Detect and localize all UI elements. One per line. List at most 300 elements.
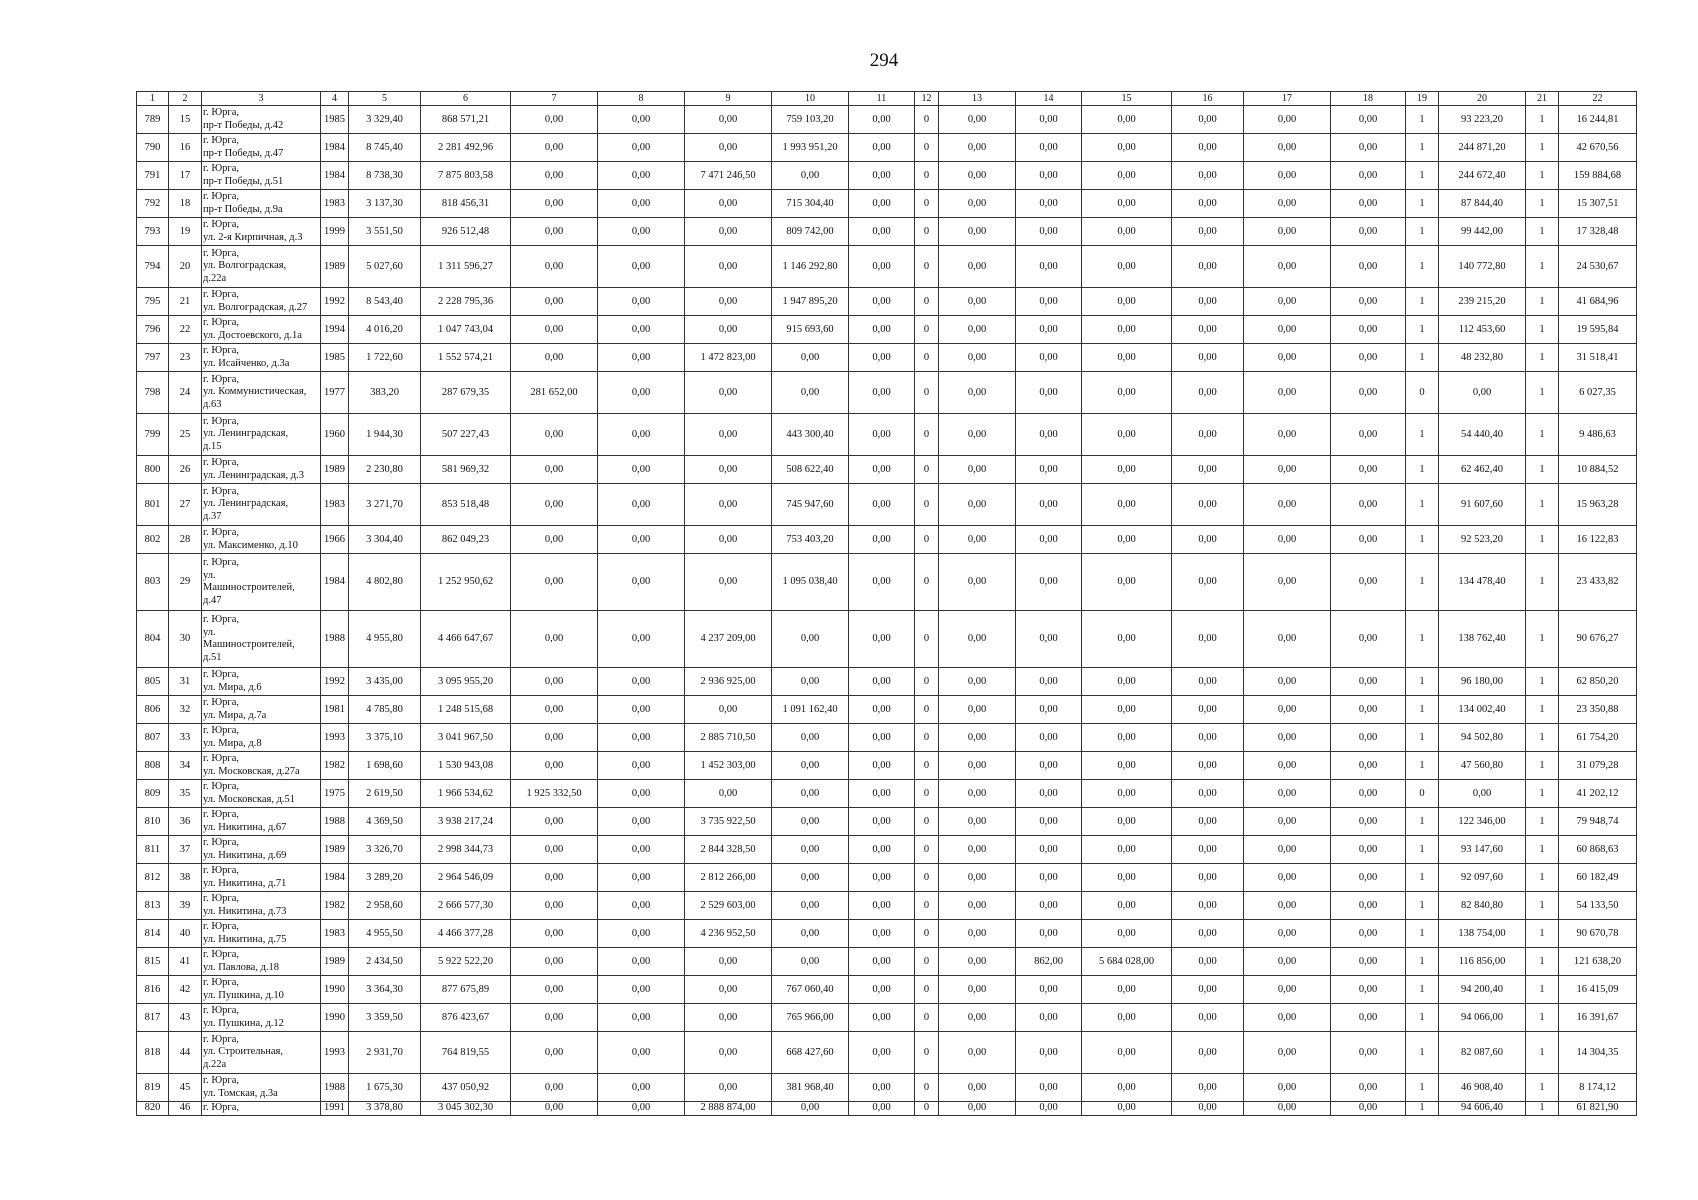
table-cell: 0,00 — [1244, 526, 1331, 554]
table-row — [137, 414, 1637, 456]
table-cell: 1 — [1406, 976, 1439, 1004]
table-cell: 804 — [137, 611, 169, 668]
table-cell: 0,00 — [685, 134, 772, 162]
table-cell: 0 — [915, 808, 939, 836]
table-cell: 54 440,40 — [1439, 414, 1526, 456]
table-cell: 1 947 895,20 — [772, 288, 849, 316]
table-cell: 0,00 — [1172, 554, 1244, 611]
table-cell: 0,00 — [1016, 920, 1082, 948]
table-cell: 792 — [137, 190, 169, 218]
table-cell: 0,00 — [685, 554, 772, 611]
table-cell: 0,00 — [1082, 414, 1172, 456]
table-cell: 0,00 — [939, 414, 1016, 456]
table-cell: 0,00 — [1172, 780, 1244, 808]
table-cell: 0,00 — [772, 372, 849, 414]
table-cell: 0,00 — [685, 948, 772, 976]
table-cell: 0,00 — [598, 246, 685, 288]
address-line: ул. Никитина, д.69 — [203, 849, 287, 861]
table-cell: 0,00 — [1016, 752, 1082, 780]
table-cell: 0,00 — [772, 162, 849, 190]
table-cell: 1 — [1526, 668, 1559, 696]
table-cell: 0,00 — [1082, 456, 1172, 484]
table-cell: 4 016,20 — [349, 316, 421, 344]
table-cell: 0 — [915, 836, 939, 864]
address-line: ул. Пушкина, д.12 — [203, 1017, 284, 1029]
table-cell: 0,00 — [1082, 1102, 1172, 1116]
table-row — [137, 554, 1637, 611]
table-cell: 0,00 — [511, 484, 598, 526]
table-cell: 0,00 — [1331, 752, 1406, 780]
table-cell: 791 — [137, 162, 169, 190]
table-cell: 244 871,20 — [1439, 134, 1526, 162]
table-row — [137, 106, 1637, 134]
table-cell: 0,00 — [511, 414, 598, 456]
table-cell: 0,00 — [1172, 920, 1244, 948]
table-cell: 2 936 925,00 — [685, 668, 772, 696]
address-cell — [202, 864, 321, 892]
column-number-cell: 11 — [849, 92, 915, 106]
table-cell: 797 — [137, 344, 169, 372]
table-cell: 1 — [1406, 218, 1439, 246]
table-cell: 3 095 955,20 — [421, 668, 511, 696]
table-cell: 811 — [137, 836, 169, 864]
table-cell: 91 607,60 — [1439, 484, 1526, 526]
table-cell: 1 — [1526, 106, 1559, 134]
table-cell: 47 560,80 — [1439, 752, 1526, 780]
table-cell: 23 350,88 — [1559, 696, 1637, 724]
table-cell: 1 — [1406, 162, 1439, 190]
table-cell: 17 — [169, 162, 202, 190]
table-cell: 0,00 — [511, 668, 598, 696]
table-cell: 79 948,74 — [1559, 808, 1637, 836]
table-cell: 244 672,40 — [1439, 162, 1526, 190]
table-cell: 1 — [1406, 892, 1439, 920]
address-line: г. Юрга, — [203, 373, 240, 385]
table-cell: 1 — [1526, 836, 1559, 864]
address-line: г. Юрга, — [203, 557, 240, 568]
address-cell — [202, 1102, 321, 1116]
table-cell: 0,00 — [1244, 724, 1331, 752]
table-cell: 0,00 — [849, 1004, 915, 1032]
table-cell: 4 369,50 — [349, 808, 421, 836]
table-cell: 0,00 — [1082, 976, 1172, 1004]
table-cell: 0,00 — [1244, 780, 1331, 808]
table-cell: 0,00 — [1331, 920, 1406, 948]
address-line: г. Юрга, — [203, 163, 240, 174]
address-line: г. Юрга, — [203, 485, 240, 497]
table-cell: 0,00 — [511, 836, 598, 864]
table-cell: 3 364,30 — [349, 976, 421, 1004]
table-cell: 0,00 — [1172, 246, 1244, 288]
table-cell: 8 745,40 — [349, 134, 421, 162]
table-cell: 0,00 — [1172, 190, 1244, 218]
table-cell: 0,00 — [849, 1102, 915, 1116]
table-cell: 0,00 — [849, 456, 915, 484]
table-cell: 0,00 — [1331, 1032, 1406, 1074]
table-cell: 0,00 — [1244, 892, 1331, 920]
table-cell: 1977 — [321, 372, 349, 414]
table-cell: 2 844 328,50 — [685, 836, 772, 864]
table-cell: 0,00 — [598, 456, 685, 484]
table-cell: 112 453,60 — [1439, 316, 1526, 344]
table-cell: 4 955,50 — [349, 920, 421, 948]
table-cell: 0,00 — [685, 316, 772, 344]
table-cell: 0,00 — [1016, 134, 1082, 162]
table-cell: 0,00 — [1016, 162, 1082, 190]
table-cell: 0,00 — [685, 976, 772, 1004]
table-cell: 0,00 — [939, 372, 1016, 414]
table-cell: 1 — [1406, 414, 1439, 456]
table-cell: 0,00 — [1172, 976, 1244, 1004]
table-cell: 926 512,48 — [421, 218, 511, 246]
table-cell: 795 — [137, 288, 169, 316]
table-cell: 1 530 943,08 — [421, 752, 511, 780]
table-cell: 1 — [1526, 752, 1559, 780]
table-cell: 0 — [915, 1032, 939, 1074]
address-line: д.37 — [203, 510, 222, 522]
table-cell: 0,00 — [1244, 752, 1331, 780]
address-line: г. Юрга, — [203, 527, 240, 538]
table-cell: 0 — [915, 288, 939, 316]
table-cell: 0,00 — [511, 1074, 598, 1102]
table-cell: 0 — [915, 892, 939, 920]
table-cell: 1 — [1526, 162, 1559, 190]
table-cell: 0,00 — [685, 456, 772, 484]
table-cell: 1983 — [321, 920, 349, 948]
table-cell: 0,00 — [939, 864, 1016, 892]
table-cell: 876 423,67 — [421, 1004, 511, 1032]
address-line: ул. Мира, д.6 — [203, 681, 262, 693]
table-cell: 41 — [169, 948, 202, 976]
table-cell: 0 — [915, 456, 939, 484]
table-cell: 0,00 — [685, 106, 772, 134]
table-cell: 0,00 — [849, 344, 915, 372]
table-cell: 0,00 — [1082, 218, 1172, 246]
table-cell: 1989 — [321, 456, 349, 484]
table-cell: 287 679,35 — [421, 372, 511, 414]
table-cell: 0 — [915, 414, 939, 456]
column-number-cell: 6 — [421, 92, 511, 106]
table-cell: 0,00 — [1172, 696, 1244, 724]
table-cell: 87 844,40 — [1439, 190, 1526, 218]
table-cell: 0,00 — [598, 1074, 685, 1102]
table-cell: 26 — [169, 456, 202, 484]
table-cell: 0,00 — [1172, 162, 1244, 190]
table-cell: 54 133,50 — [1559, 892, 1637, 920]
table-cell: 0 — [915, 1074, 939, 1102]
table-cell: 140 772,80 — [1439, 246, 1526, 288]
table-cell: 1988 — [321, 808, 349, 836]
table-cell: 0,00 — [685, 1032, 772, 1074]
address-line: ул. Томская, д.3а — [203, 1087, 278, 1099]
address-line: г. Юрга, — [203, 669, 240, 680]
table-cell: 915 693,60 — [772, 316, 849, 344]
table-cell: 0,00 — [1331, 836, 1406, 864]
table-cell: 0,00 — [511, 724, 598, 752]
table-cell: 3 375,10 — [349, 724, 421, 752]
address-line: ул. Достоевского, д.1а — [203, 329, 302, 341]
table-cell: 0,00 — [849, 372, 915, 414]
table-cell: 0,00 — [598, 696, 685, 724]
table-cell: 0,00 — [511, 1004, 598, 1032]
table-cell: 0,00 — [1244, 1074, 1331, 1102]
table-cell: 0,00 — [685, 414, 772, 456]
table-cell: 0,00 — [1331, 892, 1406, 920]
table-cell: 1 — [1526, 190, 1559, 218]
table-cell: 20 — [169, 246, 202, 288]
table-cell: 1975 — [321, 780, 349, 808]
table-cell: 1 — [1406, 948, 1439, 976]
table-cell: 806 — [137, 696, 169, 724]
address-line: г. Юрга, — [203, 753, 240, 764]
table-cell: 437 050,92 — [421, 1074, 511, 1102]
table-cell: 0,00 — [1082, 780, 1172, 808]
table-cell: 1 — [1526, 1032, 1559, 1074]
address-cell — [202, 1032, 321, 1074]
column-number-cell: 2 — [169, 92, 202, 106]
table-cell: 0,00 — [598, 134, 685, 162]
table-cell: 38 — [169, 864, 202, 892]
table-cell: 0,00 — [685, 484, 772, 526]
register-table-container — [136, 91, 1637, 1116]
table-cell: 0 — [915, 976, 939, 1004]
table-cell: 0,00 — [939, 526, 1016, 554]
table-cell: 0 — [915, 780, 939, 808]
table-cell: 0,00 — [1331, 288, 1406, 316]
table-cell: 46 — [169, 1102, 202, 1116]
table-cell: 0 — [915, 724, 939, 752]
table-cell: 0,00 — [1082, 611, 1172, 668]
table-cell: 7 471 246,50 — [685, 162, 772, 190]
address-cell — [202, 106, 321, 134]
table-cell: 14 304,35 — [1559, 1032, 1637, 1074]
table-cell: 0,00 — [598, 554, 685, 611]
table-cell: 24 530,67 — [1559, 246, 1637, 288]
table-cell: 1 — [1526, 246, 1559, 288]
table-cell: 383,20 — [349, 372, 421, 414]
table-cell: 0,00 — [939, 344, 1016, 372]
table-cell: 0,00 — [1331, 554, 1406, 611]
table-cell: 1 472 823,00 — [685, 344, 772, 372]
table-row — [137, 948, 1637, 976]
table-cell: 0,00 — [598, 611, 685, 668]
table-cell: 820 — [137, 1102, 169, 1116]
address-line: г. Юрга, — [203, 949, 240, 960]
table-cell: 30 — [169, 611, 202, 668]
table-cell: 3 359,50 — [349, 1004, 421, 1032]
table-cell: 0 — [915, 554, 939, 611]
table-row — [137, 808, 1637, 836]
table-cell: 0,00 — [849, 134, 915, 162]
table-cell: 0,00 — [1244, 920, 1331, 948]
table-cell: 0,00 — [939, 724, 1016, 752]
address-cell — [202, 344, 321, 372]
table-cell: 0,00 — [939, 162, 1016, 190]
table-cell: 0,00 — [1244, 976, 1331, 1004]
table-cell: 1985 — [321, 344, 349, 372]
table-cell: 0,00 — [511, 920, 598, 948]
table-cell: 3 735 922,50 — [685, 808, 772, 836]
table-cell: 62 462,40 — [1439, 456, 1526, 484]
table-cell: 1 — [1406, 456, 1439, 484]
table-cell: 0,00 — [1016, 414, 1082, 456]
address-cell — [202, 414, 321, 456]
table-cell: 809 — [137, 780, 169, 808]
table-cell: 0,00 — [511, 696, 598, 724]
table-cell: 862 049,23 — [421, 526, 511, 554]
table-cell: 0,00 — [1244, 372, 1331, 414]
table-cell: 121 638,20 — [1559, 948, 1637, 976]
address-cell — [202, 484, 321, 526]
table-cell: 0,00 — [1016, 106, 1082, 134]
table-row — [137, 1032, 1637, 1074]
table-cell: 807 — [137, 724, 169, 752]
table-cell: 1992 — [321, 668, 349, 696]
address-line: пр-т Победы, д.47 — [203, 147, 284, 159]
table-cell: 1 — [1406, 288, 1439, 316]
table-cell: 1981 — [321, 696, 349, 724]
table-cell: 15 963,28 — [1559, 484, 1637, 526]
table-cell: 0,00 — [1172, 864, 1244, 892]
table-cell: 0,00 — [1331, 1074, 1406, 1102]
table-cell: 794 — [137, 246, 169, 288]
table-cell: 1 — [1406, 1102, 1439, 1116]
table-cell: 0 — [1406, 780, 1439, 808]
table-cell: 27 — [169, 484, 202, 526]
table-cell: 0,00 — [1244, 1004, 1331, 1032]
table-cell: 60 868,63 — [1559, 836, 1637, 864]
address-line: д.51 — [203, 651, 222, 663]
address-cell — [202, 668, 321, 696]
table-cell: 0,00 — [939, 948, 1016, 976]
table-cell: 816 — [137, 976, 169, 1004]
table-cell: 0,00 — [939, 554, 1016, 611]
table-cell: 4 955,80 — [349, 611, 421, 668]
table-cell: 0,00 — [849, 668, 915, 696]
table-cell: 0,00 — [772, 892, 849, 920]
table-cell: 3 435,00 — [349, 668, 421, 696]
address-line: ул. Никитина, д.71 — [203, 877, 287, 889]
table-row — [137, 668, 1637, 696]
table-cell: 0,00 — [1082, 484, 1172, 526]
table-cell: 6 027,35 — [1559, 372, 1637, 414]
table-cell: 0,00 — [939, 106, 1016, 134]
table-cell: 0,00 — [1082, 808, 1172, 836]
table-cell: 0,00 — [1244, 414, 1331, 456]
table-cell: 1 — [1526, 611, 1559, 668]
table-cell: 0,00 — [1082, 696, 1172, 724]
address-cell — [202, 1004, 321, 1032]
table-cell: 0,00 — [849, 1032, 915, 1074]
table-cell: 21 — [169, 288, 202, 316]
table-cell: 0,00 — [1172, 752, 1244, 780]
address-line: г. Юрга, — [203, 781, 240, 792]
table-cell: 0,00 — [1172, 344, 1244, 372]
table-cell: 0 — [915, 611, 939, 668]
table-cell: 1993 — [321, 1032, 349, 1074]
table-row — [137, 611, 1637, 668]
table-cell: 868 571,21 — [421, 106, 511, 134]
table-row — [137, 780, 1637, 808]
table-cell: 48 232,80 — [1439, 344, 1526, 372]
table-cell: 0,00 — [685, 1004, 772, 1032]
address-line: д.63 — [203, 398, 222, 410]
table-cell: 814 — [137, 920, 169, 948]
address-line: ул. Ленинградская, — [203, 428, 289, 440]
table-cell: 0,00 — [1082, 836, 1172, 864]
table-cell: 7 875 803,58 — [421, 162, 511, 190]
column-number-cell: 16 — [1172, 92, 1244, 106]
table-cell: 862,00 — [1016, 948, 1082, 976]
table-cell: 0 — [915, 920, 939, 948]
table-cell: 0,00 — [1082, 106, 1172, 134]
table-cell: 16 122,83 — [1559, 526, 1637, 554]
table-cell: 0,00 — [1016, 780, 1082, 808]
table-cell: 0,00 — [772, 752, 849, 780]
table-cell: 82 840,80 — [1439, 892, 1526, 920]
table-cell: 0,00 — [1172, 724, 1244, 752]
table-cell: 0,00 — [1016, 344, 1082, 372]
table-cell: 29 — [169, 554, 202, 611]
table-cell: 0,00 — [1172, 611, 1244, 668]
table-cell: 1 698,60 — [349, 752, 421, 780]
table-cell: 1 722,60 — [349, 344, 421, 372]
table-cell: 815 — [137, 948, 169, 976]
table-cell: 1 252 950,62 — [421, 554, 511, 611]
column-number-cell: 14 — [1016, 92, 1082, 106]
table-cell: 61 821,90 — [1559, 1102, 1637, 1116]
address-line: пр-т Победы, д.9а — [203, 203, 283, 215]
table-cell: 0 — [915, 696, 939, 724]
table-cell: 508 622,40 — [772, 456, 849, 484]
table-row — [137, 372, 1637, 414]
table-cell: 0,00 — [1331, 106, 1406, 134]
table-cell: 3 041 967,50 — [421, 724, 511, 752]
table-cell: 764 819,55 — [421, 1032, 511, 1074]
table-cell: 0,00 — [1172, 526, 1244, 554]
table-cell: 1 — [1526, 526, 1559, 554]
table-cell: 2 230,80 — [349, 456, 421, 484]
table-cell: 2 619,50 — [349, 780, 421, 808]
table-cell: 0 — [915, 526, 939, 554]
address-cell — [202, 892, 321, 920]
table-cell: 0,00 — [939, 484, 1016, 526]
table-cell: 15 307,51 — [1559, 190, 1637, 218]
table-cell: 0,00 — [1331, 316, 1406, 344]
table-cell: 61 754,20 — [1559, 724, 1637, 752]
table-cell: 0,00 — [939, 1032, 1016, 1074]
table-cell: 0,00 — [1244, 611, 1331, 668]
table-cell: 0,00 — [1331, 808, 1406, 836]
table-cell: 1982 — [321, 892, 349, 920]
table-cell: 1 452 303,00 — [685, 752, 772, 780]
column-number-cell: 3 — [202, 92, 321, 106]
address-line: ул. Волгоградская, д.27 — [203, 301, 308, 313]
table-cell: 799 — [137, 414, 169, 456]
table-cell: 0,00 — [1016, 190, 1082, 218]
table-cell: 0,00 — [1244, 948, 1331, 976]
table-cell: 0,00 — [1244, 246, 1331, 288]
table-cell: 1 — [1406, 316, 1439, 344]
table-cell: 0,00 — [511, 456, 598, 484]
column-number-cell: 7 — [511, 92, 598, 106]
table-cell: 1 — [1406, 1032, 1439, 1074]
table-cell: 93 223,20 — [1439, 106, 1526, 134]
table-cell: 0,00 — [1082, 162, 1172, 190]
table-cell: 0 — [915, 134, 939, 162]
table-cell: 1989 — [321, 246, 349, 288]
table-cell: 1960 — [321, 414, 349, 456]
